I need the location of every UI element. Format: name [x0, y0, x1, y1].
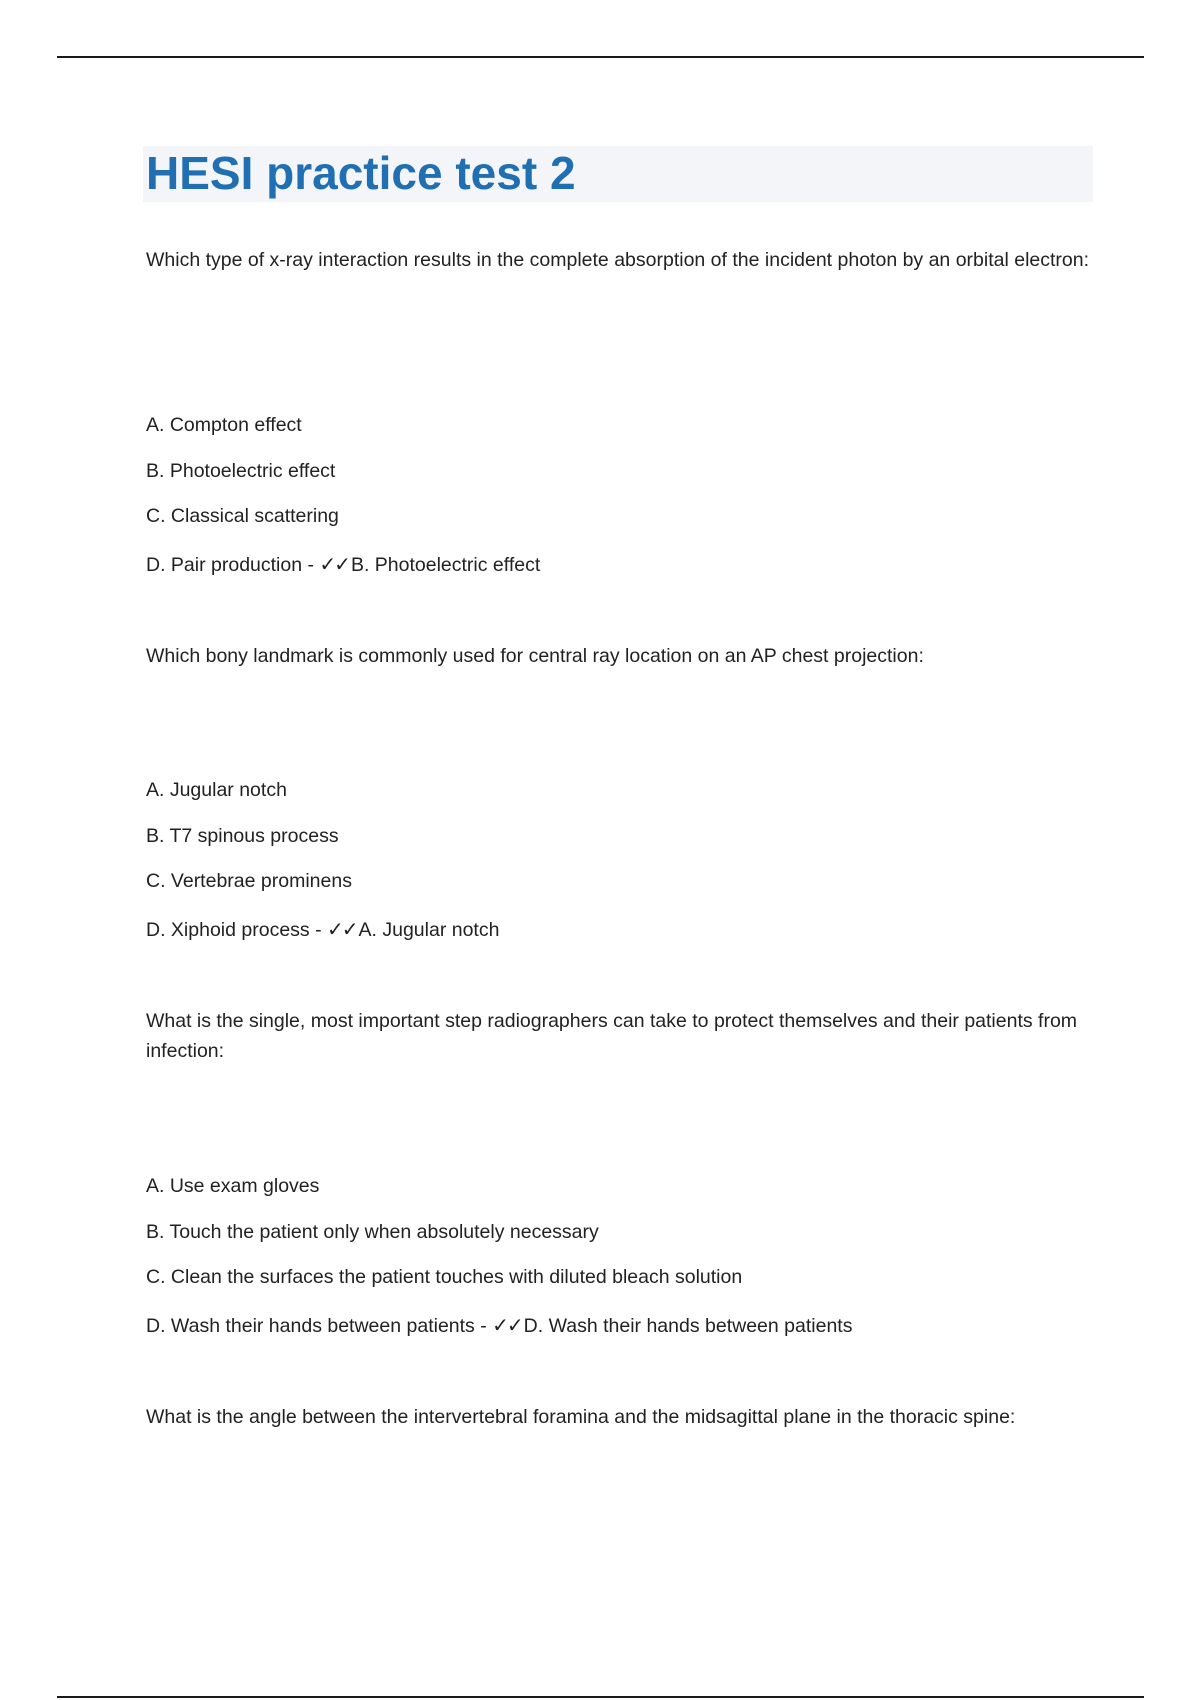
question-3-option-c: C. Clean the surfaces the patient touches with diluted bleach solution: [146, 1266, 743, 1288]
question-1-text: Which type of x-ray interaction results in the complete absorption of the incident photon by an orbital electron:: [146, 249, 1090, 271]
check-icon: ✓✓: [492, 1313, 522, 1337]
question-3-option-a: A. Use exam gloves: [146, 1175, 320, 1197]
question-2-option-a: A. Jugular notch: [146, 779, 287, 801]
question-3-option-b: B. Touch the patient only when absolutely necessary: [146, 1221, 599, 1243]
question-1-option-c: C. Classical scattering: [146, 505, 339, 527]
question-2-text: Which bony landmark is commonly used for central ray location on an AP chest projection:: [146, 645, 924, 667]
bottom-rule: [57, 1696, 1144, 1698]
question-2-option-d-with-answer: [146, 916, 499, 943]
question-1-answer: B. Photoelectric effect: [350, 554, 541, 576]
check-icon: ✓✓: [327, 917, 357, 941]
question-3-answer: D. Wash their hands between patients: [523, 1315, 853, 1337]
question-1-option-d: D. Pair production -: [146, 554, 314, 576]
question-3-option-d: D. Wash their hands between patients -: [146, 1315, 487, 1337]
question-3-text: What is the single, most important step radiographers can take to protect themselves and their patients from infection:: [146, 1010, 1078, 1062]
top-rule: [57, 56, 1144, 58]
question-2-option-c: C. Vertebrae prominens: [146, 870, 352, 892]
question-1-option-d-with-answer: [146, 551, 540, 578]
question-3-option-d-with-answer: [146, 1312, 852, 1339]
question-2-answer: A. Jugular notch: [358, 919, 500, 941]
question-1-option-a: A. Compton effect: [146, 414, 302, 436]
question-2-option-b: B. T7 spinous process: [146, 825, 339, 847]
check-icon: ✓✓: [319, 552, 349, 576]
question-4-text: What is the angle between the intervertebral foramina and the midsagittal plane in the thoracic spine:: [146, 1406, 1016, 1428]
page-title: HESI practice test 2: [146, 147, 576, 199]
question-1-option-b: B. Photoelectric effect: [146, 460, 336, 482]
question-2-option-d: D. Xiphoid process -: [146, 919, 322, 941]
